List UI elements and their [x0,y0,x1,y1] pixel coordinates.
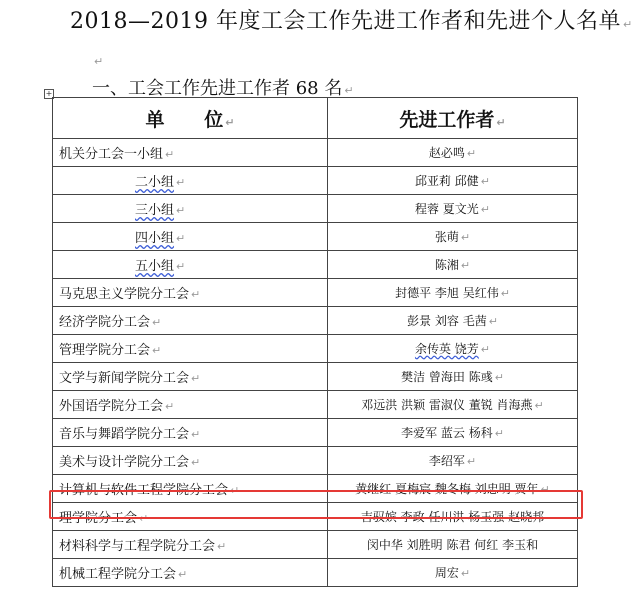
unit-cell[interactable] [53,167,328,195]
workers-cell[interactable] [328,307,578,335]
paragraph-mark-icon: ↵ [534,399,544,412]
column-header-workers [328,98,578,139]
unit-name: 文学与新闻学院分工会 [59,371,190,386]
unit-cell[interactable] [53,419,328,447]
worker-names: 张萌 [434,230,459,244]
paragraph-mark-icon: ↵ [225,115,235,129]
table-row [53,195,578,223]
workers-cell[interactable] [328,167,578,195]
workers-cell[interactable] [328,335,578,363]
workers-cell[interactable] [328,447,578,475]
unit-cell[interactable] [53,279,328,307]
paragraph-mark-icon: ↵ [176,204,186,217]
paragraph-mark-icon: ↵ [191,372,201,385]
section-title-text: 一、工会工作先进工作者 68 名 [92,78,343,99]
table-row [53,391,578,419]
paragraph-mark-icon: ↵ [94,55,104,68]
paragraph-mark-icon: ↵ [494,371,504,384]
worker-names: 封德平 李旭 吴红伟 [395,286,499,300]
table-move-handle-icon[interactable]: + [45,89,53,98]
paragraph-mark-icon: ↵ [500,287,510,300]
table-row [53,307,578,335]
unit-cell[interactable] [53,531,328,559]
unit-name: 外国语学院分工会 [59,399,164,414]
workers-cell[interactable] [328,419,578,447]
paragraph-mark-icon: ↵ [480,175,491,188]
paragraph-mark-icon: ↵ [165,400,175,413]
paragraph-mark-icon: ↵ [344,84,354,97]
unit-cell[interactable] [53,223,328,251]
table-row [53,531,578,559]
workers-cell[interactable] [328,391,578,419]
workers-cell[interactable] [328,559,578,587]
unit-name: 材料科学与工程学院分工会 [59,539,216,554]
worker-names: 黄继红 夏梅宸 魏冬梅 刘忠明 贾年 [355,482,539,496]
unit-name: 三小组 [135,203,175,218]
unit-cell[interactable] [53,447,328,475]
paragraph-mark-icon: ↵ [494,427,504,440]
paragraph-mark-icon: ↵ [191,428,201,441]
document-title-text: 2018—2019 年度工会工作先进工作者和先进个人名单 [70,9,621,34]
workers-cell[interactable] [328,363,578,391]
unit-name: 美术与设计学院分工会 [59,455,190,470]
column-header-workers-text: 先进工作者 [399,108,495,131]
roster-table [52,97,578,587]
worker-names: 邱亚莉 邱健 [414,174,479,188]
unit-cell[interactable] [53,307,328,335]
table-row [53,139,578,167]
unit-cell[interactable] [53,503,328,531]
workers-cell[interactable] [328,195,578,223]
table-row [53,363,578,391]
unit-cell[interactable] [53,139,328,167]
paragraph-mark-icon: ↵ [178,568,188,581]
document-title [70,4,633,35]
empty-paragraph [92,50,103,69]
paragraph-mark-icon: ↵ [460,567,471,580]
paragraph-mark-icon: ↵ [191,456,201,469]
unit-name: 马克思主义学院分工会 [59,287,190,302]
workers-cell[interactable] [328,531,578,559]
paragraph-mark-icon: ↵ [466,455,477,468]
paragraph-mark-icon: ↵ [496,115,506,129]
column-header-unit [53,98,328,139]
paragraph-mark-icon: ↵ [230,484,240,497]
unit-name: 机关分工会一小组 [59,147,164,162]
unit-cell[interactable] [53,363,328,391]
table-row [53,251,578,279]
unit-name: 管理学院分工会 [59,343,151,358]
worker-names: 赵必鸣 [428,146,465,160]
unit-cell[interactable] [53,195,328,223]
unit-name: 四小组 [135,231,175,246]
column-header-unit-text: 单 位 [145,108,224,131]
table-row [53,223,578,251]
table-row-highlighted [53,475,578,503]
paragraph-mark-icon: ↵ [466,147,477,160]
paragraph-mark-icon: ↵ [480,343,491,356]
paragraph-mark-icon: ↵ [460,259,471,272]
table-row [53,167,578,195]
unit-cell[interactable] [53,475,328,503]
table-row [53,503,578,531]
workers-cell[interactable] [328,503,578,531]
paragraph-mark-icon: ↵ [152,316,162,329]
worker-names: 陈湘 [434,258,459,272]
paragraph-mark-icon: ↵ [176,232,186,245]
paragraph-mark-icon: ↵ [176,260,186,273]
paragraph-mark-icon: ↵ [191,288,201,301]
unit-name: 音乐与舞蹈学院分工会 [59,427,190,442]
worker-names: 樊洁 曾海田 陈彧 [401,370,493,384]
unit-cell[interactable] [53,251,328,279]
unit-name: 五小组 [135,259,175,274]
unit-name: 经济学院分工会 [59,315,151,330]
worker-names: 李绍军 [428,454,465,468]
unit-cell[interactable] [53,391,328,419]
worker-names: 周宏 [434,566,459,580]
unit-name: 理学院分工会 [59,511,138,526]
paragraph-mark-icon: ↵ [460,231,471,244]
table-row [53,447,578,475]
paragraph-mark-icon: ↵ [139,512,149,525]
workers-cell[interactable] [328,279,578,307]
unit-name: 机械工程学院分工会 [59,567,177,582]
paragraph-mark-icon: ↵ [152,344,162,357]
unit-name: 计算机与软件工程学院分工会 [59,483,229,498]
paragraph-mark-icon: ↵ [176,176,186,189]
table-row [53,419,578,447]
unit-cell[interactable] [53,335,328,363]
table-header-row [53,98,578,139]
workers-cell[interactable] [328,139,578,167]
paragraph-mark-icon: ↵ [488,315,498,328]
paragraph-mark-icon: ↵ [480,203,491,216]
table-row [53,335,578,363]
worker-names: 闵中华 刘胜明 陈君 何红 李玉和 [366,538,539,552]
worker-names: 余传英 饶芳 [414,342,479,356]
table-row [53,559,578,587]
unit-cell[interactable] [53,559,328,587]
paragraph-mark-icon: ↵ [622,18,633,31]
workers-cell[interactable] [328,251,578,279]
worker-names: 彭景 刘容 毛茜 [407,314,487,328]
paragraph-mark-icon: ↵ [217,540,227,553]
worker-names: 程蓉 夏文光 [414,202,479,216]
paragraph-mark-icon: ↵ [165,148,175,161]
paragraph-mark-icon: ↵ [540,483,550,496]
unit-name: 二小组 [135,175,175,190]
worker-names: 邓远洪 洪颖 雷淑仪 董锐 肖海燕 [361,398,533,412]
workers-cell[interactable] [328,223,578,251]
workers-cell[interactable] [328,475,578,503]
worker-names: 吉驭嫔 李政 任川洪 杨玉强 赵晓邦 [360,510,545,524]
worker-names: 李爱军 蓝云 杨科 [401,426,493,440]
table-row [53,279,578,307]
